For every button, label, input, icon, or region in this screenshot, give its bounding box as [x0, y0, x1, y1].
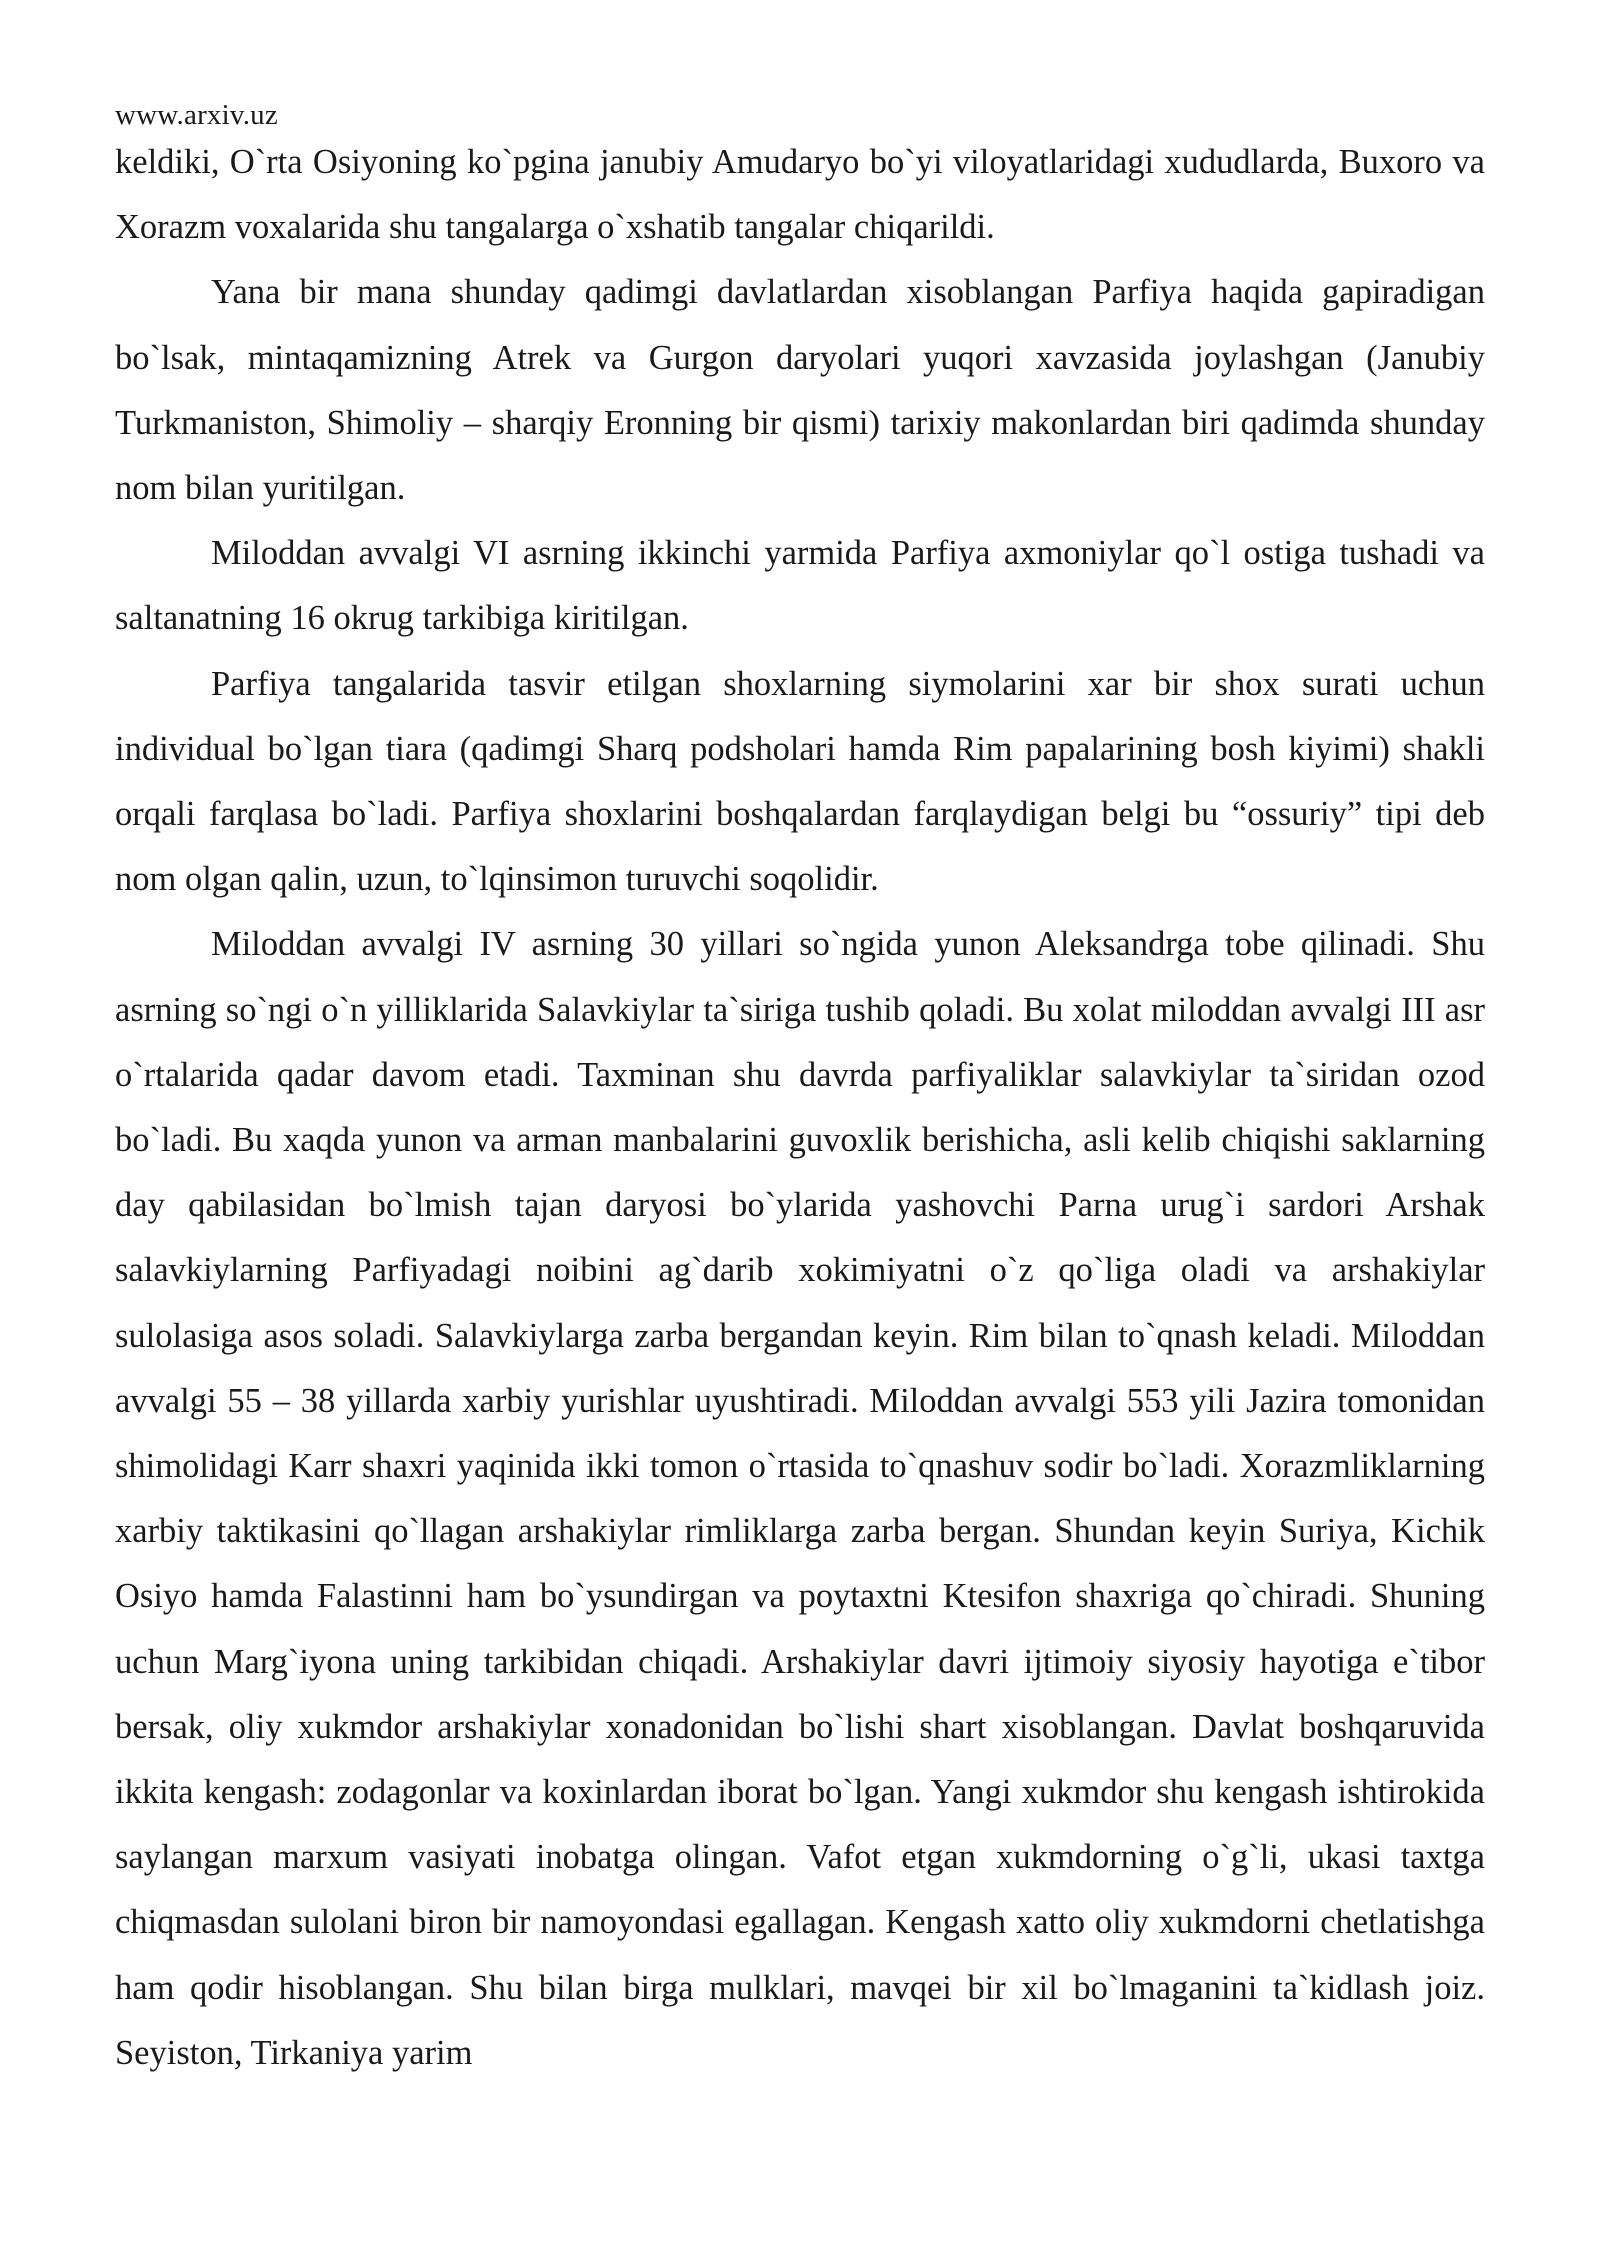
header-url: www.arxiv.uz [115, 99, 278, 131]
document-body [115, 130, 1485, 2086]
paragraph-3: Miloddan avvalgi VI asrning ikkinchi yarmida Parfiya axmoniylar qo`l ostiga tushadi va saltanatning 16 okrug tarkibiga kiritilgan. [115, 534, 1485, 638]
paragraph-5: Miloddan avvalgi IV asrning 30 yillari so`ngida yunon Aleksandrga tobe qilinadi. Shu asrning so`ngi o`n yilliklarida Salavkiylar ta`siriga tushib qoladi. Bu xolat miloddan avvalgi III asr o`rtalarida qadar davom etadi. Taxminan shu davrda parfiyaliklar salavkiylar ta`siridan ozod bo`ladi. Bu xaqda yunon va arman manbalarini guvoxlik berishicha, asli kelib chiqishi saklarning day qabilasidan bo`lmish tajan daryosi bo`ylarida yashovchi Parna urug`i sardori Arshak salavkiylarning Parfiyadagi noibini ag`darib xokimiyatni o`z qo`liga oladi va arshakiylar sulolasiga asos soladi. Salavkiylarga zarba bergandan keyin. Rim bilan to`qnash keladi. Miloddan avvalgi 55 – 38 yillarda xarbiy yurishlar uyushtiradi. Miloddan avvalgi 553 yili Jazira tomonidan shimolidagi Karr shaxri yaqinida ikki tomon o`rtasida to`qnashuv sodir bo`ladi. Xorazmliklarning xarbiy taktikasini qo`llagan arshakiylar rimliklarga zarba bergan. Shundan keyin Suriya, Kichik Osiyo hamda Falastinni ham bo`ysundirgan va poytaxtni Ktesifon shaxriga qo`chiradi. Shuning uchun Marg`iyona uning tarkibidan chiqadi. Arshakiylar davri ijtimoiy siyosiy hayotiga e`tibor bersak, oliy xukmdor arshakiylar xonadonidan bo`lishi shart xisoblangan. Davlat boshqaruvida ikkita kengash: zodagonlar va koxinlardan iborat bo`lgan. Yangi xukmdor shu kengash ishtirokida saylangan marxum vasiyati inobatga olingan. Vafot etgan xukmdorning o`g`li, ukasi taxtga chiqmasdan sulolani biron bir namoyondasi egallagan. Kengash xatto oliy xukmdorni chetlatishga ham qodir hisoblangan. Shu bilan birga mulklari, mavqei bir xil bo`lmaganini ta`kidlash joiz. Seyiston, Tirkaniya yarim [115, 925, 1485, 2072]
paragraph-2: Yana bir mana shunday qadimgi davlatlardan xisoblangan Parfiya haqida gapiradigan bo`lsak, mintaqamizning Atrek va Gurgon daryolari yuqori xavzasida joylashgan (Janubiy Turkmaniston, Shimoliy – sharqiy Eronning bir qismi) tarixiy makonlardan biri qadimda shunday nom bilan yuritilgan. [115, 273, 1485, 508]
paragraph-1: keldiki, O`rta Osiyoning ko`pgina janubiy Amudaryo bo`yi viloyatlaridagi xududlarda, Buxoro va Xorazm voxalarida shu tangalarga o`xshatib tangalar chiqarildi. [115, 143, 1485, 247]
paragraph-4: Parfiya tangalarida tasvir etilgan shoxlarning siymolarini xar bir shox surati uchun individual bo`lgan tiara (qadimgi Sharq podsholari hamda Rim papalarining bosh kiyimi) shakli orqali farqlasa bo`ladi. Parfiya shoxlarini boshqalardan farqlaydigan belgi bu “ossuriy” tipi deb nom olgan qalin, uzun, to`lqinsimon turuvchi soqolidir. [115, 664, 1485, 899]
